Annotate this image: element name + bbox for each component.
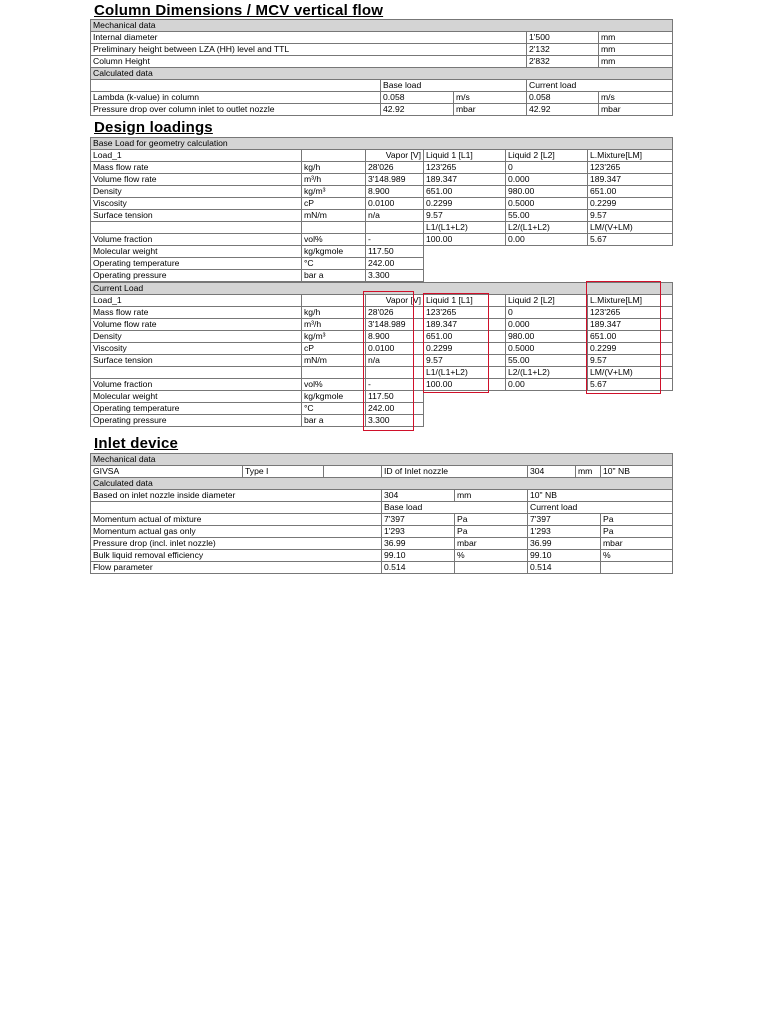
table-row: Based on inlet nozzle inside diameter 304 mm 10" NB [91, 490, 673, 502]
table-row: Lambda (k-value) in column 0.058 m/s 0.058 m/s [91, 92, 673, 104]
table-row: Density kg/m³ 8.900 651.00 980.00 651.00 [91, 186, 673, 198]
section-inlet-mechanical: Mechanical data [91, 454, 673, 466]
table-row: Momentum actual gas only 1'293 Pa 1'293 Pa [91, 526, 673, 538]
table-row: Mass flow rate kg/h 28'026 123'265 0 123'265 [91, 162, 673, 174]
table-row: Operating pressure bar a 3.300 [91, 270, 673, 282]
base-load-header: Base load [381, 80, 527, 92]
table-row: Preliminary height between LZA (HH) level and TTL 2'132 mm [91, 44, 673, 56]
table-row: L1/(L1+L2) L2/(L1+L2) LM/(V+LM) [91, 222, 673, 234]
table-row: Volume fraction vol% - 100.00 0.00 5.67 [91, 379, 673, 391]
table-row: Column Height 2'832 mm [91, 56, 673, 68]
column-dimensions-title: Column Dimensions / MCV vertical flow [94, 2, 384, 19]
table-header-row: Load_1 Vapor [V] Liquid 1 [L1] Liquid 2 [L2] L.Mixture[LM] [91, 150, 673, 162]
liquid1-highlight-box [423, 293, 489, 393]
table-row: Volume flow rate m³/h 3'148.989 189.347 0.000 189.347 [91, 319, 673, 331]
inlet-device-table [90, 453, 673, 574]
table-row: Volume flow rate m³/h 3'148.989 189.347 0.000 189.347 [91, 174, 673, 186]
current-load-header: Current load [527, 80, 673, 92]
base-load-table [90, 137, 673, 282]
table-header-row: Load_1 Vapor [V] Liquid 1 [L1] Liquid 2 [L2] L.Mixture[LM] [91, 295, 673, 307]
inlet-device-title: Inlet device [94, 435, 179, 452]
table-row: Viscosity cP 0.0100 0.2299 0.5000 0.2299 [91, 343, 673, 355]
table-row: Viscosity cP 0.0100 0.2299 0.5000 0.2299 [91, 198, 673, 210]
table-row: Density kg/m³ 8.900 651.00 980.00 651.00 [91, 331, 673, 343]
table-row: Operating temperature °C 242.00 [91, 258, 673, 270]
table-row: Surface tension mN/m n/a 9.57 55.00 9.57 [91, 355, 673, 367]
table-row: Base load Current load [91, 502, 673, 514]
table-row: GIVSA Type I ID of Inlet nozzle 304 mm 10" NB [91, 466, 673, 478]
table-row: Volume fraction vol% - 100.00 0.00 5.67 [91, 234, 673, 246]
table-row: Molecular weight kg/kgmole 117.50 [91, 246, 673, 258]
column-calculated-table [90, 67, 673, 116]
table-row: Momentum actual of mixture 7'397 Pa 7'397 Pa [91, 514, 673, 526]
table-row: Operating pressure bar a 3.300 [91, 415, 673, 427]
table-row: Molecular weight kg/kgmole 117.50 [91, 391, 673, 403]
table-row: Pressure drop (incl. inlet nozzle) 36.99 mbar 36.99 mbar [91, 538, 673, 550]
mixture-highlight-box [586, 281, 661, 394]
vapor-highlight-box [363, 291, 414, 431]
section-inlet-calculated: Calculated data [91, 478, 673, 490]
table-row [91, 80, 673, 92]
section-calculated-data: Calculated data [91, 68, 673, 80]
table-row: Mass flow rate kg/h 28'026 123'265 0 123'265 [91, 307, 673, 319]
table-row: Internal diameter 1'500 mm [91, 32, 673, 44]
table-row: Flow parameter 0.514 0.514 [91, 562, 673, 574]
table-row: Operating temperature °C 242.00 [91, 403, 673, 415]
table-row: Bulk liquid removal efficiency 99.10 % 99.10 % [91, 550, 673, 562]
table-row: L1/(L1+L2) L2/(L1+L2) LM/(V+LM) [91, 367, 673, 379]
design-loadings-title: Design loadings [94, 119, 213, 136]
section-current-load: Current Load [91, 283, 673, 295]
table-row: Pressure drop over column inlet to outlet nozzle 42.92 mbar 42.92 mbar [91, 104, 673, 116]
table-row: Surface tension mN/m n/a 9.57 55.00 9.57 [91, 210, 673, 222]
section-mechanical-data: Mechanical data [91, 20, 673, 32]
section-base-load: Base Load for geometry calculation [91, 138, 673, 150]
column-dimensions-table [90, 19, 673, 68]
